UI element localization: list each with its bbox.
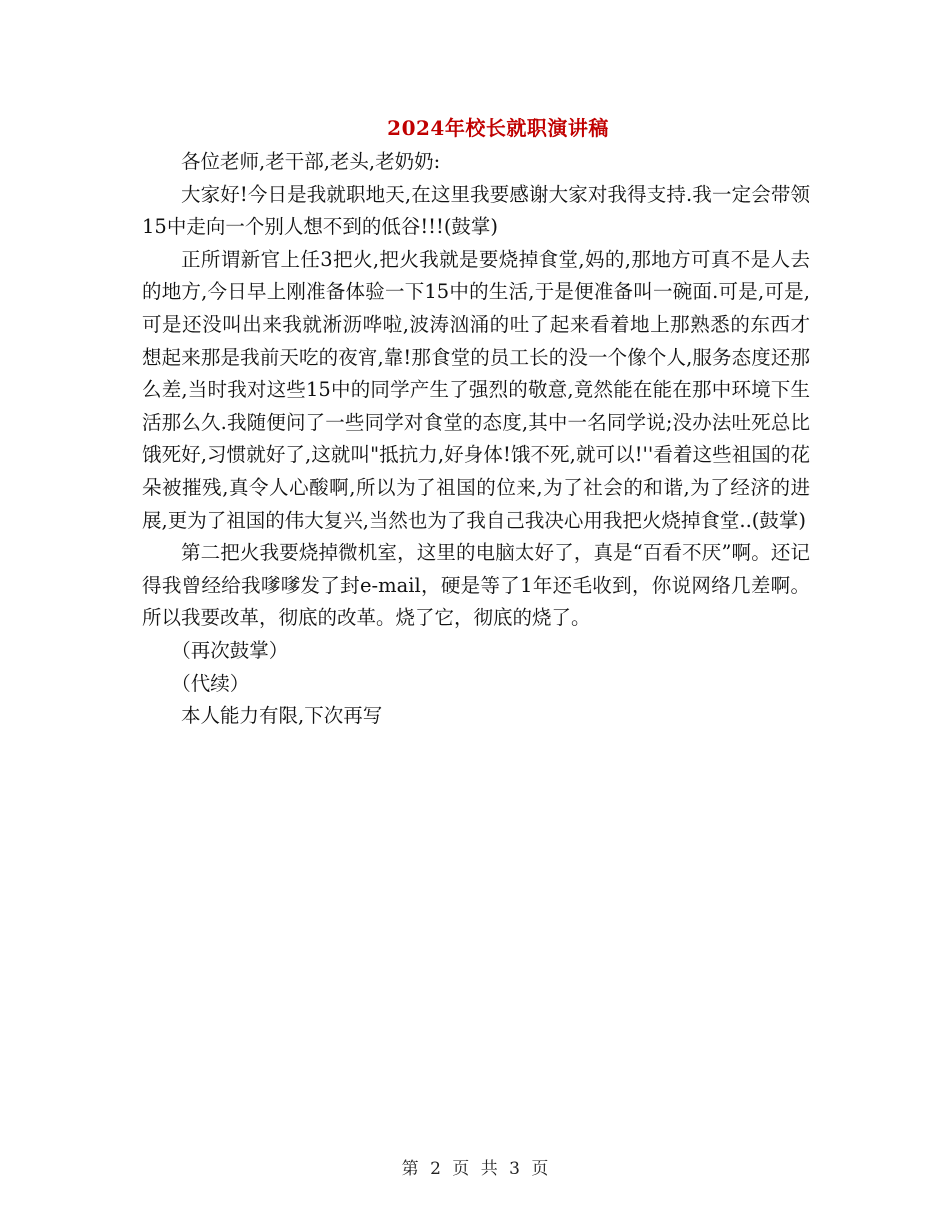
applause-note: （再次鼓掌） [171,638,289,662]
document-title: 2024年校长就职演讲稿 [387,116,609,140]
document-body [142,146,810,733]
continued-note: （代续） [171,671,250,695]
page-number-footer: 第 2 页 共 3 页 [401,1159,549,1179]
first-fire-paragraph: 正所谓新官上任3把火,把火我就是要烧掉食堂,妈的,那地方可真不是人去的地方,今日早上刚准备体验一下15中的生活,于是便准备叫一碗面.可是,可是,可是还没叫出来我就淅沥哗啦,波涛汹涌的吐了起来看着地上那熟悉的东西才想起来那是我前天吃的夜宵,靠!那食堂的员工长的没一个像个人,服务态度还那么差,当时我对这些15中的同学产生了强烈的敬意,竟然能在能在那中环境下生活那么久.我随便问了一些同学对食堂的态度,其中一名同学说;没办法吐死总比饿死好,习惯就好了,这就叫"抵抗力,好身体!饿不死,就可以!''看着这些祖国的花朵被摧残,真令人心酸啊,所以为了祖国的位来,为了社会的和谐,为了经济的进展,更为了祖国的伟大复兴,当然也为了我自己我决心用我把火烧掉食堂..(鼓掌) [142,247,810,532]
salutation-paragraph: 各位老师,老干部,老头,老奶奶: [181,150,441,173]
second-fire-paragraph: 第二把火我要烧掉微机室，这里的电脑太好了，真是“百看不厌”啊。还记得我曾经给我嗲嗲发了封e-mail，硬是等了1年还毛收到，你说网络几差啊。所以我要改革，彻底的改革。烧了它，彻底的烧了。 [142,541,810,630]
greeting-paragraph: 大家好!今日是我就职地天,在这里我要感谢大家对我得支持.我一定会带领15中走向一个别人想不到的低谷!!!(鼓掌) [142,182,810,239]
closing-paragraph: 本人能力有限,下次再写 [181,704,383,728]
